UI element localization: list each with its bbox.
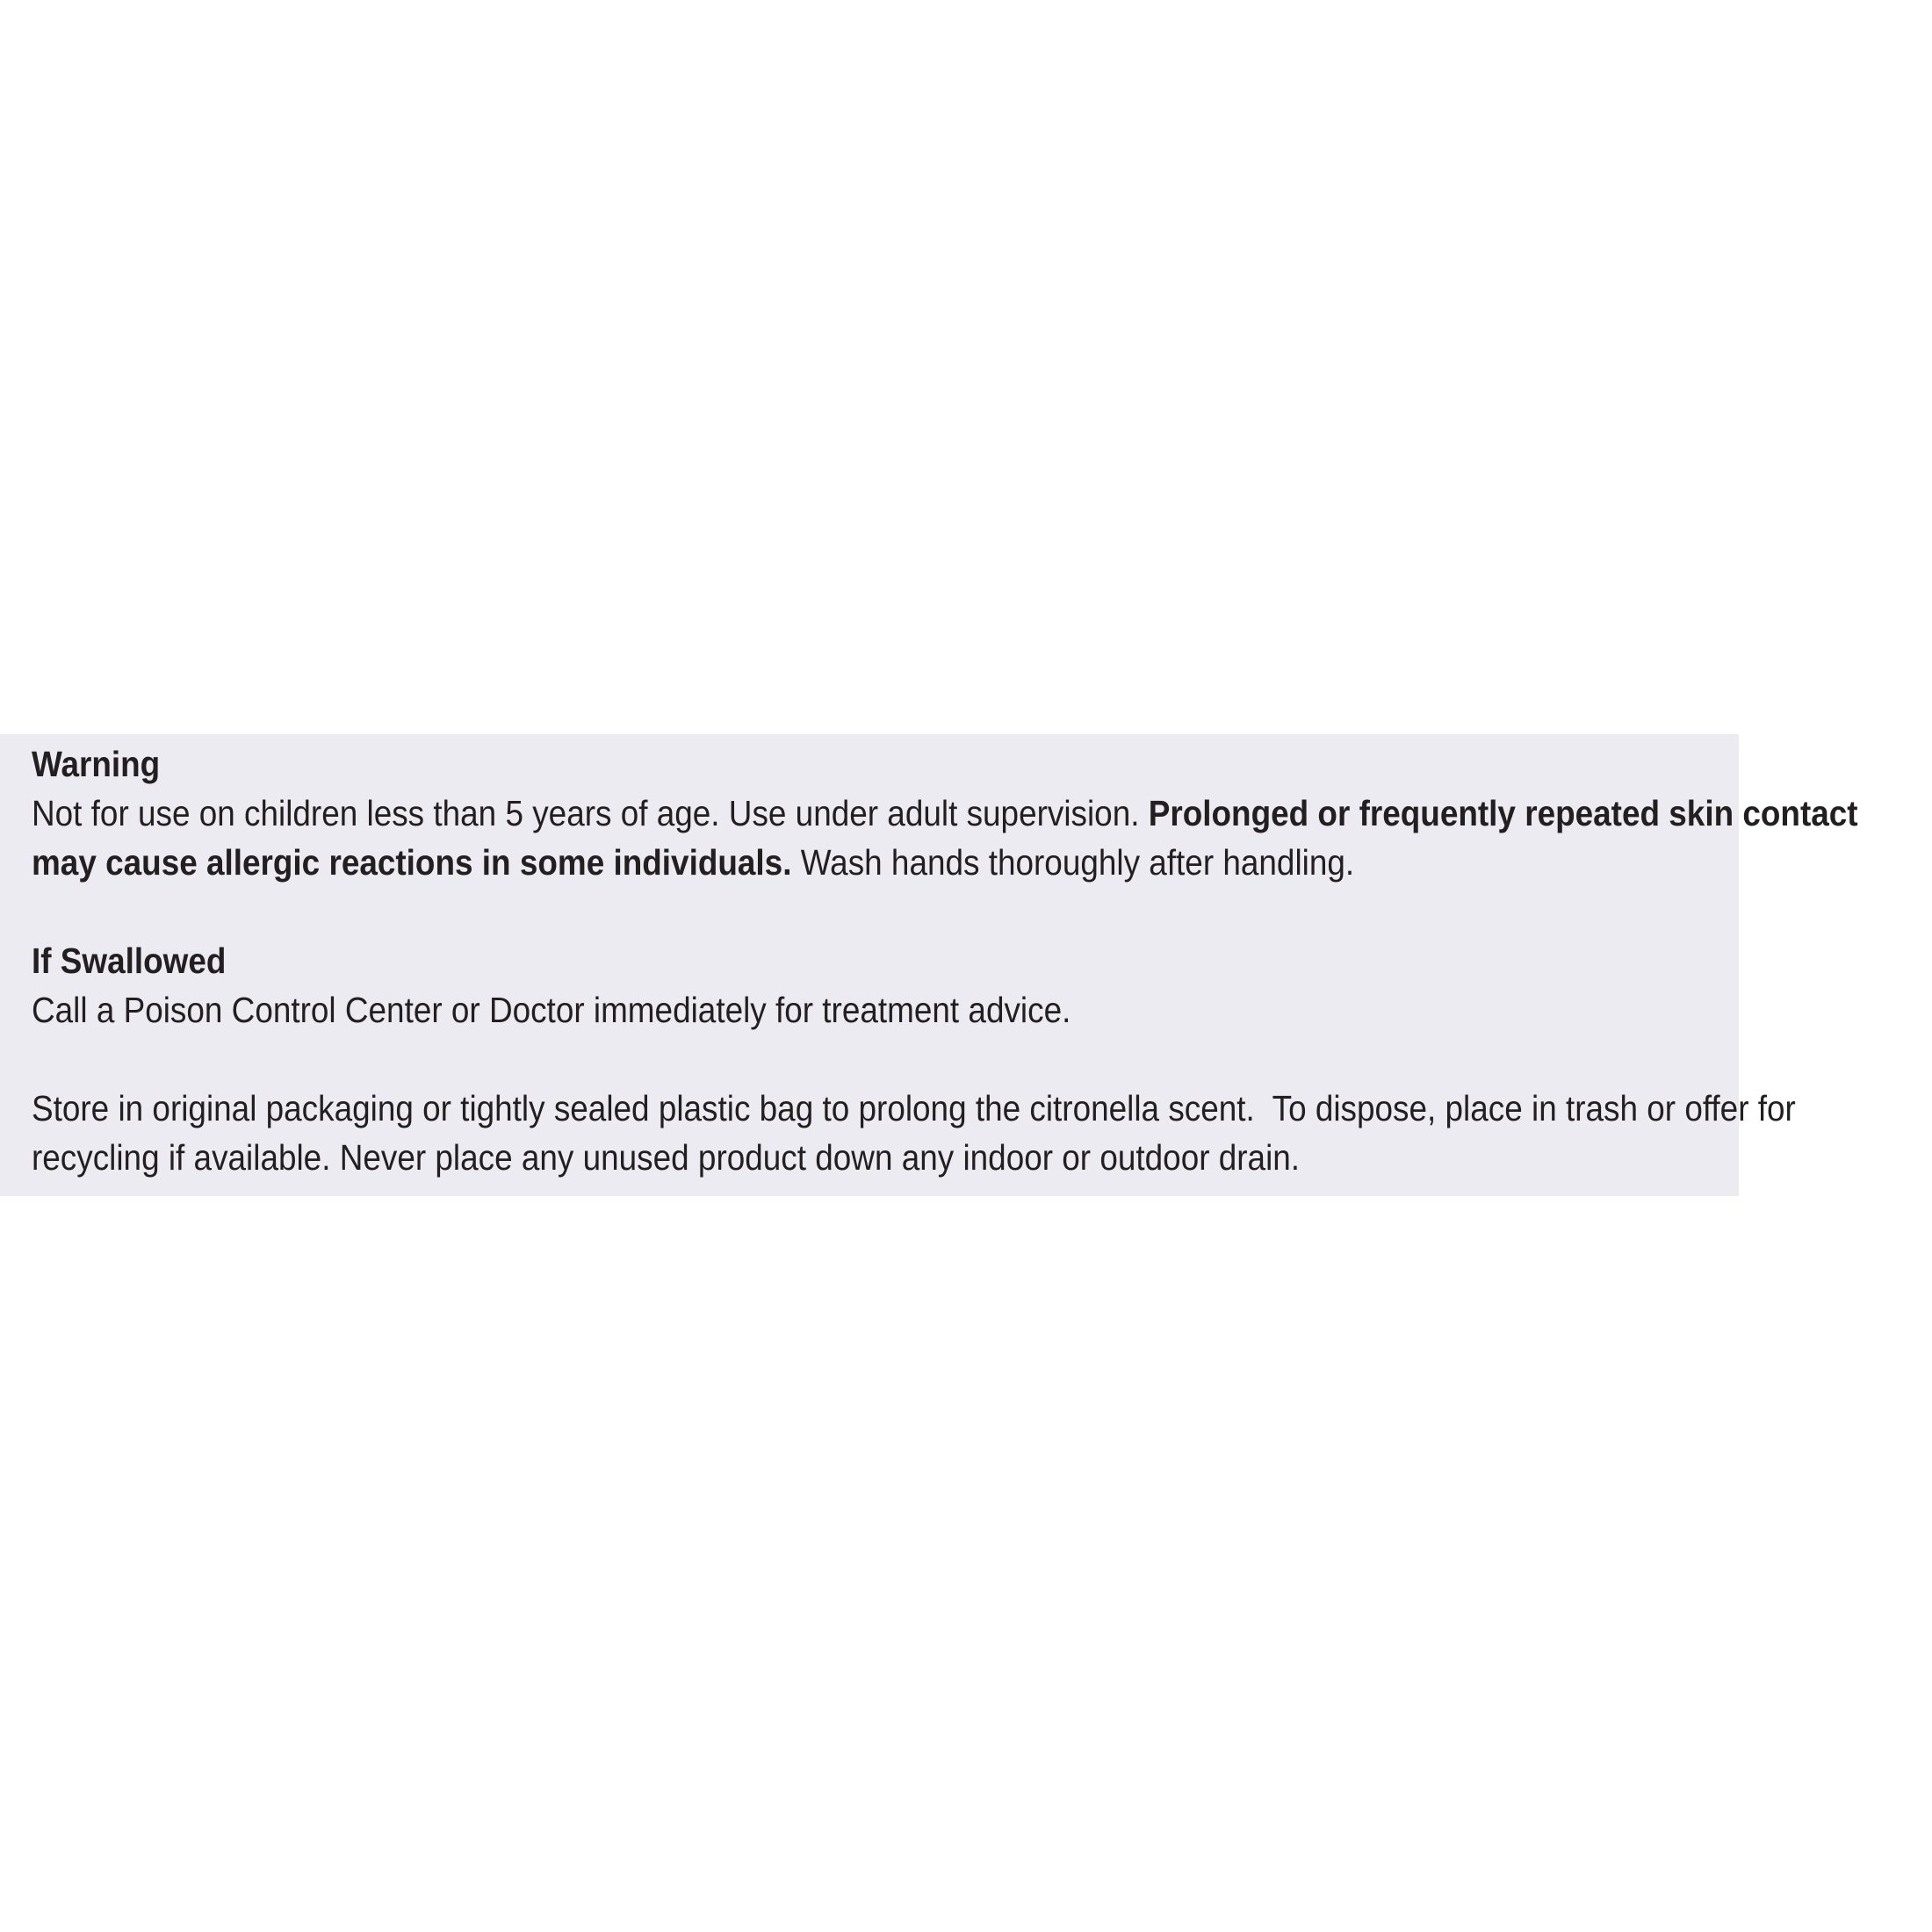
warning-text-bold-2: may cause allergic reactions in some individuals. [32, 842, 792, 883]
warning-text-plain-2: Wash hands thoroughly after handling. [791, 842, 1355, 883]
warning-text-bold: Prolonged or frequently repeated skin contact [1148, 793, 1858, 833]
label-panel [0, 734, 1858, 1196]
spacer [32, 1034, 1928, 1084]
spacer [32, 887, 1928, 936]
if-swallowed-text: Call a Poison Control Center or Doctor immediately for treatment advice. [32, 990, 1071, 1030]
storage-line-1: Store in original packaging or tightly sealed plastic bag to prolong the citronella scent. To dispose, place in trash or offer for [32, 1088, 1796, 1128]
label-text-block [32, 739, 1928, 1182]
storage-line-2: recycling if available. Never place any unused product down any indoor or outdoor drain. [32, 1137, 1301, 1178]
warning-line-2 [32, 838, 1928, 887]
warning-line-1 [32, 789, 1928, 838]
warning-text-plain: Not for use on children less than 5 years of age. Use under adult supervision. [32, 793, 1149, 833]
warning-heading: Warning [32, 744, 161, 784]
if-swallowed-heading: If Swallowed [32, 941, 227, 981]
